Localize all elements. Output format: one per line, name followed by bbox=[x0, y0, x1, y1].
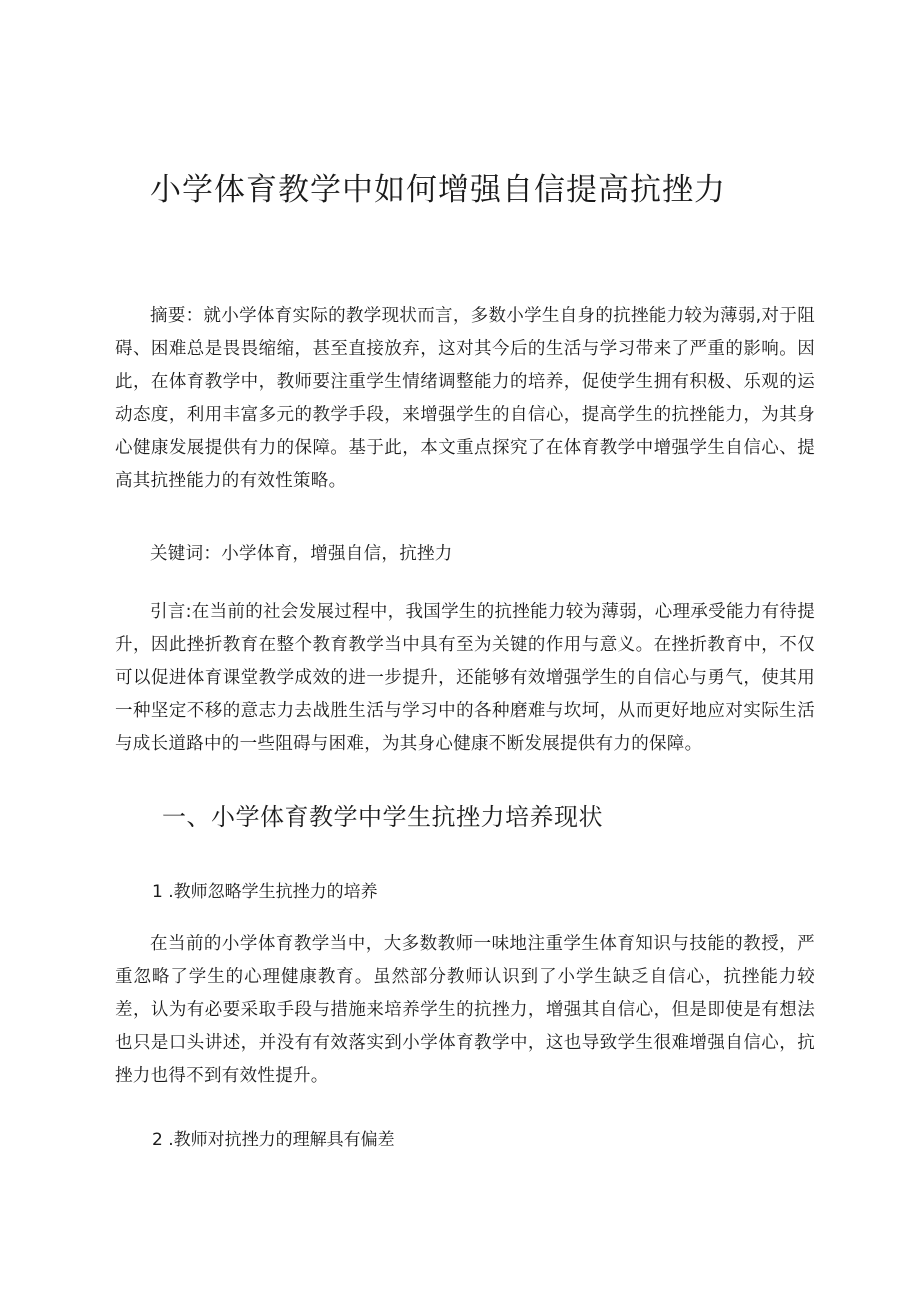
keywords-paragraph: 关键词：小学体育，增强自信，抗挫力 bbox=[150, 544, 453, 564]
section-paragraph: 在当前的小学体育教学当中，大多数教师一味地注重学生体育知识与技能的教授，严重忽略了学生的心理健康教育。虽然部分教师认识到了小学生缺乏自信心，抗挫能力较差，认为有必要采取手段与措施来培养学生的抗挫力，增强其自信心，但是即使是有想法也只是口头讲述，并没有有效落实到小学体育教学中，这也导致学生很难增强自信心，抗挫力也得不到有效性提升。 bbox=[115, 934, 815, 1086]
intro-paragraph: 引言:在当前的社会发展过程中，我国学生的抗挫能力较为薄弱，心理承受能力有待提升，因此挫折教育在整个教育教学当中具有至为关键的作用与意义。在挫折教育中，不仅可以促进体育课堂教学成效的进一步提升，还能够有效增强学生的自信心与勇气，使其用一种坚定不移的意志力去战胜生活与学习中的各种磨难与坎坷，从而更好地应对实际生活与成长道路中的一些阻碍与困难，为其身心健康不断发展提供有力的保障。 bbox=[115, 602, 815, 754]
section-heading: 一、小学体育教学中学生抗挫力培养现状 bbox=[162, 803, 603, 831]
abstract-paragraph: 摘要：就小学体育实际的教学现状而言，多数小学生自身的抗挫能力较为薄弱,对于阻碍、困难总是畏畏缩缩，甚至直接放弃，这对其今后的生活与学习带来了严重的影响。因此，在体育教学中，教师要注重学生情绪调整能力的培养，促使学生拥有积极、乐观的运动态度，利用丰富多元的教学手段，来增强学生的自信心，提高学生的抗挫能力，为其身心健康发展提供有力的保障。基于此，本文重点探究了在体育教学中增强学生自信心、提高其抗挫能力的有效性策略。 bbox=[115, 306, 815, 491]
subsection-title: 1 .教师忽略学生抗挫力的培养 bbox=[152, 882, 378, 902]
document-title: 小学体育教学中如何增强自信提高抗挫力 bbox=[150, 172, 726, 208]
subsection-title: 2 .教师对抗挫力的理解具有偏差 bbox=[152, 1130, 395, 1150]
